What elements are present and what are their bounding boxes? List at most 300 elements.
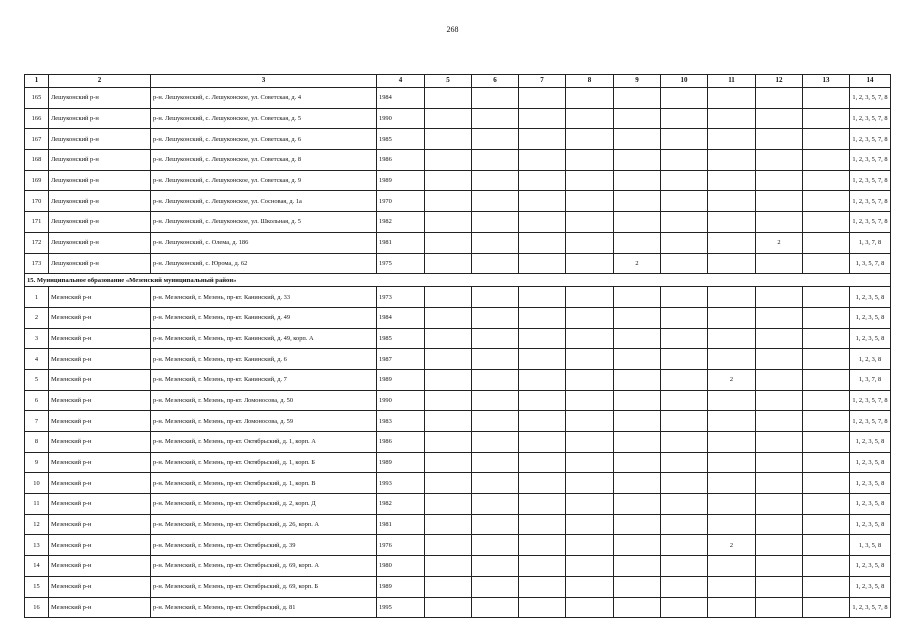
col-12-cell [756,253,803,274]
year-cell: 1981 [377,514,425,535]
col-10-cell [661,514,708,535]
col-5-cell [425,473,472,494]
col-7-cell [519,307,566,328]
col-9-cell [614,349,661,370]
col-9-cell [614,556,661,577]
table-row [25,597,891,618]
col-12-cell [756,287,803,308]
col-13-cell [803,287,850,308]
col-7-cell [519,349,566,370]
row-number: 168 [25,150,49,171]
works-list-cell: 1, 2, 3, 5, 8 [850,307,891,328]
col-7-cell [519,369,566,390]
district-cell: Лешуконский р-н [49,88,151,109]
col-12-cell [756,108,803,129]
col-5-cell [425,129,472,150]
col-11-cell [708,411,756,432]
col-11-cell [708,88,756,109]
address-cell: р-н. Мезенский, г. Мезень, пр-кт. Октябрьский, д. 69, корп. А [151,556,377,577]
col-12-cell [756,307,803,328]
works-list-cell: 1, 2, 3, 5, 8 [850,514,891,535]
col-11-cell [708,129,756,150]
col-8-cell [566,473,614,494]
column-header: 12 [756,75,803,88]
col-6-cell [472,452,519,473]
table-row [25,494,891,515]
column-header: 4 [377,75,425,88]
row-number: 170 [25,191,49,212]
col-8-cell [566,108,614,129]
year-cell: 1975 [377,253,425,274]
col-6-cell [472,556,519,577]
col-8-cell [566,556,614,577]
col-12-cell [756,494,803,515]
col-9-cell [614,369,661,390]
col-5-cell [425,390,472,411]
row-number: 169 [25,170,49,191]
col-5-cell [425,88,472,109]
col-5-cell [425,494,472,515]
col-6-cell [472,328,519,349]
col-5-cell [425,597,472,618]
address-cell: р-н. Мезенский, г. Мезень, пр-кт. Канинский, д. 49 [151,307,377,328]
col-13-cell [803,514,850,535]
year-cell: 1983 [377,411,425,432]
year-cell: 1990 [377,390,425,411]
col-7-cell [519,191,566,212]
col-8-cell [566,253,614,274]
page-number: 268 [446,25,459,34]
col-9-cell [614,452,661,473]
year-cell: 1990 [377,108,425,129]
col-5-cell [425,411,472,432]
address-cell: р-н. Мезенский, г. Мезень, пр-кт. Октябрьский, д. 81 [151,597,377,618]
col-9-cell [614,129,661,150]
works-list-cell: 1, 2, 3, 5, 8 [850,432,891,453]
table-row [25,535,891,556]
year-cell: 1980 [377,556,425,577]
col-6-cell [472,150,519,171]
table-row [25,390,891,411]
year-cell: 1985 [377,328,425,349]
col-11-cell [708,494,756,515]
table-row [25,287,891,308]
col-10-cell [661,129,708,150]
col-7-cell [519,411,566,432]
col-6-cell [472,129,519,150]
col-9-cell [614,328,661,349]
col-11-cell [708,597,756,618]
address-cell: р-н. Лешуконский, с. Юрома, д. 62 [151,253,377,274]
table-row [25,108,891,129]
year-cell: 1989 [377,369,425,390]
col-11-cell [708,212,756,233]
col-8-cell [566,369,614,390]
works-list-cell: 1, 2, 3, 5, 7, 8 [850,390,891,411]
row-number: 172 [25,232,49,253]
col-10-cell [661,535,708,556]
column-header: 9 [614,75,661,88]
works-list-cell: 1, 2, 3, 5, 7, 8 [850,191,891,212]
col-7-cell [519,108,566,129]
table-row [25,88,891,109]
col-9-cell [614,597,661,618]
col-7-cell [519,328,566,349]
col-8-cell [566,170,614,191]
col-9-cell [614,108,661,129]
col-12-cell [756,452,803,473]
col-12-cell [756,88,803,109]
col-8-cell [566,514,614,535]
col-13-cell [803,432,850,453]
row-number: 6 [25,390,49,411]
col-11-cell [708,390,756,411]
district-cell: Мезенский р-н [49,307,151,328]
row-number: 12 [25,514,49,535]
column-header: 7 [519,75,566,88]
year-cell: 1976 [377,535,425,556]
col-13-cell [803,108,850,129]
col-7-cell [519,232,566,253]
col-6-cell [472,191,519,212]
column-header: 1 [25,75,49,88]
address-cell: р-н. Лешуконский, с. Лешуконское, ул. Сосновая, д. 1а [151,191,377,212]
col-13-cell [803,253,850,274]
district-cell: Мезенский р-н [49,369,151,390]
address-cell: р-н. Мезенский, г. Мезень, пр-кт. Ломоносова, д. 59 [151,411,377,432]
col-5-cell [425,232,472,253]
col-6-cell [472,576,519,597]
col-8-cell [566,390,614,411]
col-5-cell [425,576,472,597]
row-number: 5 [25,369,49,390]
col-13-cell [803,576,850,597]
address-cell: р-н. Мезенский, г. Мезень, пр-кт. Октябрьский, д. 69, корп. Б [151,576,377,597]
col-10-cell [661,191,708,212]
address-cell: р-н. Мезенский, г. Мезень, пр-кт. Октябрьский, д. 39 [151,535,377,556]
col-11-cell [708,328,756,349]
table-row [25,556,891,577]
table-row [25,349,891,370]
works-list-cell: 1, 3, 5, 8 [850,535,891,556]
col-9-cell [614,576,661,597]
col-12-cell [756,432,803,453]
district-cell: Лешуконский р-н [49,212,151,233]
col-8-cell [566,432,614,453]
col-12-cell [756,212,803,233]
address-cell: р-н. Мезенский, г. Мезень, пр-кт. Ломоносова, д. 50 [151,390,377,411]
col-12-cell [756,597,803,618]
year-cell: 1995 [377,597,425,618]
col-8-cell [566,88,614,109]
col-10-cell [661,411,708,432]
district-cell: Мезенский р-н [49,452,151,473]
works-list-cell: 1, 2, 3, 5, 8 [850,452,891,473]
district-cell: Мезенский р-н [49,576,151,597]
col-5-cell [425,253,472,274]
year-cell: 1982 [377,212,425,233]
col-5-cell [425,369,472,390]
col-7-cell [519,129,566,150]
col-10-cell [661,473,708,494]
col-13-cell [803,307,850,328]
address-cell: р-н. Мезенский, г. Мезень, пр-кт. Канинский, д. 49, корп. А [151,328,377,349]
works-list-cell: 1, 2, 3, 8 [850,349,891,370]
col-10-cell [661,88,708,109]
row-number: 7 [25,411,49,432]
section-title: 15. Муниципальное образование «Мезенский муниципальный район» [25,274,891,287]
address-cell: р-н. Мезенский, г. Мезень, пр-кт. Октябрьский, д. 1, корп. А [151,432,377,453]
col-7-cell [519,494,566,515]
column-number-row [25,75,891,88]
row-number: 11 [25,494,49,515]
row-number: 165 [25,88,49,109]
table-row [25,212,891,233]
col-5-cell [425,191,472,212]
year-cell: 1986 [377,432,425,453]
col-7-cell [519,287,566,308]
col-13-cell [803,328,850,349]
address-cell: р-н. Лешуконский, с. Олема, д. 186 [151,232,377,253]
address-cell: р-н. Мезенский, г. Мезень, пр-кт. Октябрьский, д. 26, корп. А [151,514,377,535]
col-6-cell [472,212,519,233]
col-13-cell [803,191,850,212]
col-13-cell [803,556,850,577]
works-list-cell: 1, 2, 3, 5, 7, 8 [850,88,891,109]
row-number: 3 [25,328,49,349]
col-11-cell: 2 [708,369,756,390]
table-row [25,452,891,473]
col-10-cell [661,494,708,515]
col-11-cell: 2 [708,535,756,556]
works-list-cell: 1, 2, 3, 5, 8 [850,494,891,515]
col-7-cell [519,390,566,411]
col-8-cell [566,494,614,515]
col-5-cell [425,150,472,171]
district-cell: Мезенский р-н [49,535,151,556]
table-row [25,129,891,150]
district-cell: Мезенский р-н [49,411,151,432]
table-row [25,576,891,597]
section-header-row [25,274,891,287]
table-row [25,514,891,535]
col-9-cell [614,88,661,109]
col-6-cell [472,170,519,191]
year-cell: 1989 [377,452,425,473]
district-cell: Мезенский р-н [49,556,151,577]
district-cell: Лешуконский р-н [49,170,151,191]
mezensky-rows [25,287,891,618]
col-10-cell [661,349,708,370]
col-11-cell [708,191,756,212]
col-8-cell [566,535,614,556]
year-cell: 1987 [377,349,425,370]
col-12-cell [756,514,803,535]
col-11-cell [708,287,756,308]
address-cell: р-н. Мезенский, г. Мезень, пр-кт. Канинский, д. 6 [151,349,377,370]
district-cell: Мезенский р-н [49,494,151,515]
column-header: 2 [49,75,151,88]
col-9-cell [614,212,661,233]
col-13-cell [803,212,850,233]
district-cell: Лешуконский р-н [49,129,151,150]
row-number: 15 [25,576,49,597]
col-9-cell [614,514,661,535]
col-13-cell [803,494,850,515]
col-9-cell [614,390,661,411]
works-list-cell: 1, 2, 3, 5, 7, 8 [850,597,891,618]
col-8-cell [566,129,614,150]
col-10-cell [661,576,708,597]
leshukonsky-rows [25,88,891,274]
col-6-cell [472,349,519,370]
col-7-cell [519,576,566,597]
col-10-cell [661,307,708,328]
year-cell: 1989 [377,576,425,597]
year-cell: 1993 [377,473,425,494]
col-12-cell [756,556,803,577]
address-cell: р-н. Мезенский, г. Мезень, пр-кт. Октябрьский, д. 1, корп. В [151,473,377,494]
col-9-cell [614,170,661,191]
col-12-cell [756,129,803,150]
works-list-cell: 1, 2, 3, 5, 8 [850,556,891,577]
col-13-cell [803,349,850,370]
table-row [25,253,891,274]
col-7-cell [519,535,566,556]
col-10-cell [661,287,708,308]
col-12-cell [756,170,803,191]
col-8-cell [566,232,614,253]
col-8-cell [566,212,614,233]
col-11-cell [708,556,756,577]
col-10-cell [661,328,708,349]
year-cell: 1981 [377,232,425,253]
col-13-cell [803,129,850,150]
column-header: 8 [566,75,614,88]
col-12-cell [756,576,803,597]
col-10-cell [661,108,708,129]
col-7-cell [519,212,566,233]
col-12-cell [756,191,803,212]
housing-register-table [24,74,891,618]
col-5-cell [425,287,472,308]
col-6-cell [472,287,519,308]
col-10-cell [661,452,708,473]
col-7-cell [519,597,566,618]
address-cell: р-н. Лешуконский, с. Лешуконское, ул. Советская, д. 4 [151,88,377,109]
col-8-cell [566,597,614,618]
address-cell: р-н. Лешуконский, с. Лешуконское, ул. Советская, д. 6 [151,129,377,150]
row-number: 4 [25,349,49,370]
address-cell: р-н. Лешуконский, с. Лешуконское, ул. Советская, д. 8 [151,150,377,171]
col-5-cell [425,452,472,473]
row-number: 10 [25,473,49,494]
col-8-cell [566,191,614,212]
col-11-cell [708,349,756,370]
col-13-cell [803,369,850,390]
year-cell: 1982 [377,494,425,515]
col-11-cell [708,108,756,129]
district-cell: Мезенский р-н [49,328,151,349]
col-7-cell [519,514,566,535]
column-header: 14 [850,75,891,88]
address-cell: р-н. Мезенский, г. Мезень, пр-кт. Октябрьский, д. 2, корп. Д [151,494,377,515]
col-13-cell [803,232,850,253]
col-5-cell [425,514,472,535]
district-cell: Лешуконский р-н [49,191,151,212]
col-7-cell [519,170,566,191]
col-10-cell [661,212,708,233]
col-9-cell [614,191,661,212]
col-13-cell [803,88,850,109]
table-row [25,432,891,453]
district-cell: Мезенский р-н [49,597,151,618]
district-cell: Лешуконский р-н [49,108,151,129]
col-13-cell [803,597,850,618]
col-10-cell [661,150,708,171]
col-8-cell [566,150,614,171]
col-6-cell [472,473,519,494]
year-cell: 1986 [377,150,425,171]
col-8-cell [566,576,614,597]
col-9-cell [614,494,661,515]
col-9-cell [614,535,661,556]
col-6-cell [472,432,519,453]
col-7-cell [519,253,566,274]
row-number: 9 [25,452,49,473]
col-9-cell [614,150,661,171]
row-number: 166 [25,108,49,129]
col-6-cell [472,411,519,432]
works-list-cell: 1, 2, 3, 5, 7, 8 [850,150,891,171]
col-11-cell [708,514,756,535]
year-cell: 1970 [377,191,425,212]
table-row [25,191,891,212]
col-11-cell [708,150,756,171]
col-6-cell [472,514,519,535]
col-8-cell [566,452,614,473]
district-cell: Лешуконский р-н [49,232,151,253]
col-8-cell [566,307,614,328]
district-cell: Мезенский р-н [49,287,151,308]
works-list-cell: 1, 2, 3, 5, 8 [850,287,891,308]
column-header: 5 [425,75,472,88]
col-13-cell [803,535,850,556]
section-block [25,274,891,287]
col-8-cell [566,287,614,308]
address-cell: р-н. Мезенский, г. Мезень, пр-кт. Октябрьский, д. 1, корп. Б [151,452,377,473]
works-list-cell: 1, 2, 3, 5, 7, 8 [850,411,891,432]
row-number: 171 [25,212,49,233]
col-6-cell [472,88,519,109]
col-12-cell [756,411,803,432]
col-10-cell [661,170,708,191]
col-7-cell [519,88,566,109]
col-11-cell [708,432,756,453]
col-13-cell [803,170,850,191]
year-cell: 1985 [377,129,425,150]
table-row [25,150,891,171]
column-header: 3 [151,75,377,88]
works-list-cell: 1, 2, 3, 5, 8 [850,328,891,349]
col-7-cell [519,150,566,171]
col-12-cell [756,150,803,171]
col-11-cell [708,253,756,274]
district-cell: Мезенский р-н [49,390,151,411]
column-header: 13 [803,75,850,88]
col-12-cell [756,349,803,370]
address-cell: р-н. Мезенский, г. Мезень, пр-кт. Канинский, д. 33 [151,287,377,308]
